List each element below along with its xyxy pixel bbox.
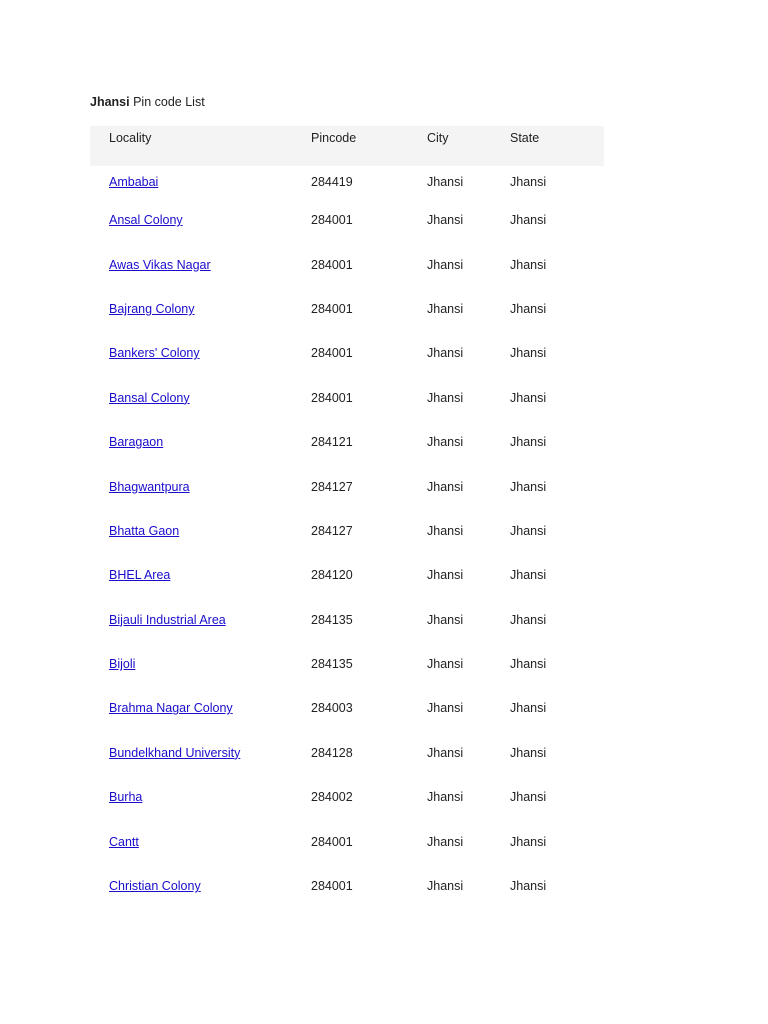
cell-pincode: 284127 <box>311 479 353 494</box>
cell-pincode: 284001 <box>311 301 353 316</box>
locality-link[interactable]: Awas Vikas Nagar <box>109 257 211 272</box>
cell-state: Jhansi <box>510 213 547 228</box>
table-row <box>90 376 604 420</box>
cell-state: Jhansi <box>510 479 547 494</box>
table-row <box>90 819 604 863</box>
header-pincode: Pincode <box>311 131 357 145</box>
table-row <box>90 198 604 242</box>
cell-pincode: 284120 <box>311 568 353 583</box>
cell-state: Jhansi <box>510 257 547 272</box>
table-row <box>90 166 604 198</box>
cell-pincode: 284001 <box>311 257 353 272</box>
table-row <box>90 287 604 331</box>
locality-link[interactable]: Bankers' Colony <box>109 346 200 361</box>
cell-pincode: 284001 <box>311 390 353 405</box>
cell-state: Jhansi <box>510 834 547 849</box>
cell-pincode: 284128 <box>311 745 353 760</box>
cell-city: Jhansi <box>427 745 464 760</box>
cell-locality <box>90 287 311 331</box>
cell-locality <box>90 166 311 198</box>
cell-pincode: 284127 <box>311 523 353 538</box>
cell-pincode: 284001 <box>311 346 353 361</box>
cell-locality <box>90 464 311 508</box>
cell-locality <box>90 242 311 286</box>
cell-pincode: 284121 <box>311 435 353 450</box>
cell-state: Jhansi <box>510 390 547 405</box>
header-row <box>90 126 604 166</box>
cell-pincode: 284002 <box>311 790 353 805</box>
locality-link[interactable]: Bhatta Gaon <box>109 523 180 538</box>
cell-locality <box>90 819 311 863</box>
cell-state: Jhansi <box>510 523 547 538</box>
cell-state: Jhansi <box>510 435 547 450</box>
header-state: State <box>510 131 540 145</box>
locality-link[interactable]: Baragaon <box>109 435 164 450</box>
cell-pincode: 284419 <box>311 175 353 189</box>
locality-link[interactable]: Bajrang Colony <box>109 301 195 316</box>
table-header <box>90 126 604 166</box>
cell-state: Jhansi <box>510 346 547 361</box>
cell-city: Jhansi <box>427 879 464 894</box>
cell-city: Jhansi <box>427 301 464 316</box>
cell-pincode: 284003 <box>311 701 353 716</box>
table-row <box>90 553 604 597</box>
cell-state: Jhansi <box>510 701 547 716</box>
cell-city: Jhansi <box>427 175 464 189</box>
cell-city: Jhansi <box>427 612 464 627</box>
cell-city: Jhansi <box>427 657 464 672</box>
table-row <box>90 864 604 908</box>
locality-link[interactable]: Ambabai <box>109 175 159 189</box>
cell-locality <box>90 731 311 775</box>
cell-city: Jhansi <box>427 213 464 228</box>
table-row <box>90 775 604 819</box>
locality-link[interactable]: Bansal Colony <box>109 390 190 405</box>
page-title-city: Jhansi <box>90 95 130 109</box>
table-row <box>90 598 604 642</box>
table-body <box>90 166 604 908</box>
cell-state: Jhansi <box>510 745 547 760</box>
table-row <box>90 242 604 286</box>
cell-city: Jhansi <box>427 790 464 805</box>
cell-city: Jhansi <box>427 346 464 361</box>
locality-link[interactable]: Ansal Colony <box>109 213 183 228</box>
cell-city: Jhansi <box>427 257 464 272</box>
cell-locality <box>90 376 311 420</box>
cell-state: Jhansi <box>510 879 547 894</box>
cell-locality <box>90 864 311 908</box>
cell-locality <box>90 553 311 597</box>
cell-pincode: 284001 <box>311 879 353 894</box>
cell-state: Jhansi <box>510 175 547 189</box>
pincode-table <box>90 126 604 908</box>
cell-state: Jhansi <box>510 612 547 627</box>
cell-locality <box>90 642 311 686</box>
cell-locality <box>90 598 311 642</box>
cell-state: Jhansi <box>510 657 547 672</box>
locality-link[interactable]: Bijoli <box>109 657 136 672</box>
cell-pincode: 284001 <box>311 834 353 849</box>
cell-locality <box>90 775 311 819</box>
cell-pincode: 284001 <box>311 213 353 228</box>
cell-city: Jhansi <box>427 834 464 849</box>
cell-pincode: 284135 <box>311 657 353 672</box>
cell-state: Jhansi <box>510 568 547 583</box>
cell-pincode: 284135 <box>311 612 353 627</box>
table-row <box>90 642 604 686</box>
cell-city: Jhansi <box>427 479 464 494</box>
table-row <box>90 686 604 730</box>
locality-link[interactable]: Burha <box>109 790 143 805</box>
locality-link[interactable]: Cantt <box>109 834 139 849</box>
cell-state: Jhansi <box>510 301 547 316</box>
page-title <box>90 94 604 110</box>
cell-city: Jhansi <box>427 701 464 716</box>
cell-state: Jhansi <box>510 790 547 805</box>
pincode-list-page <box>90 94 604 908</box>
page-title-rest: Pin code List <box>133 95 205 109</box>
table-row <box>90 420 604 464</box>
locality-link[interactable]: BHEL Area <box>109 568 171 583</box>
cell-city: Jhansi <box>427 523 464 538</box>
locality-link[interactable]: Brahma Nagar Colony <box>109 701 233 716</box>
cell-city: Jhansi <box>427 435 464 450</box>
locality-link[interactable]: Christian Colony <box>109 879 201 894</box>
cell-city: Jhansi <box>427 390 464 405</box>
cell-locality <box>90 198 311 242</box>
cell-locality <box>90 420 311 464</box>
cell-locality <box>90 509 311 553</box>
cell-city: Jhansi <box>427 568 464 583</box>
cell-locality <box>90 331 311 375</box>
locality-link[interactable]: Bhagwantpura <box>109 479 190 494</box>
table-row <box>90 509 604 553</box>
locality-link[interactable]: Bundelkhand University <box>109 745 241 760</box>
table-row <box>90 464 604 508</box>
locality-link[interactable]: Bijauli Industrial Area <box>109 612 226 627</box>
header-locality: Locality <box>109 131 152 145</box>
header-city: City <box>427 131 449 145</box>
table-row <box>90 331 604 375</box>
table-row <box>90 731 604 775</box>
cell-locality <box>90 686 311 730</box>
